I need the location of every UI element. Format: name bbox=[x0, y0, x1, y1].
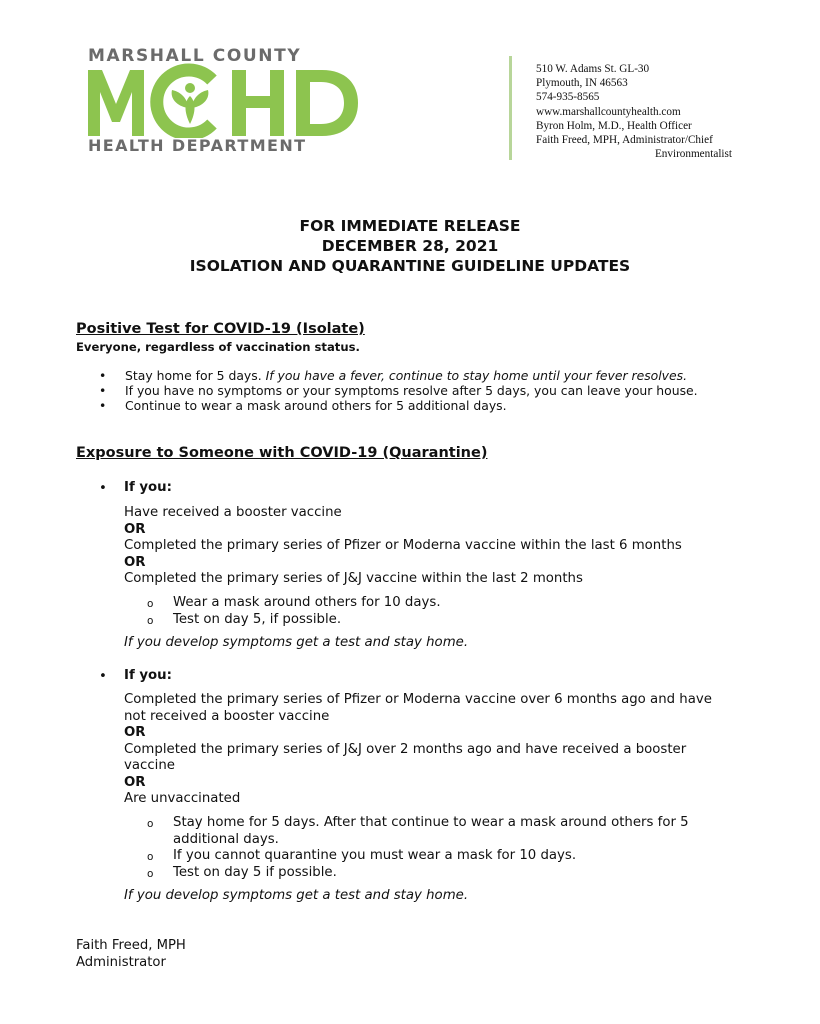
mchd-logo bbox=[84, 62, 364, 138]
signature-name: Faith Freed, MPH bbox=[76, 938, 186, 953]
list-item: • If you have no symptoms or your symptoms resolve after 5 days, you can leave your house. bbox=[76, 383, 698, 398]
group1-sublist bbox=[124, 595, 724, 628]
release-title bbox=[0, 216, 820, 276]
group2-sublist bbox=[124, 815, 724, 881]
group1-line1: Have received a booster vaccine bbox=[124, 505, 342, 520]
group2-conditions bbox=[124, 692, 734, 808]
administrator-title-cont: Environmentalist bbox=[654, 148, 732, 161]
group2-or2: OR bbox=[124, 774, 146, 790]
list-item: o Test on day 5 if possible. bbox=[124, 865, 724, 882]
bullet-icon: • bbox=[99, 481, 107, 496]
release-line-1: FOR IMMEDIATE RELEASE bbox=[299, 217, 521, 235]
group1-note: If you develop symptoms get a test and stay home. bbox=[124, 635, 469, 650]
group1-line2: Completed the primary series of Pfizer or Moderna vaccine within the last 6 months bbox=[124, 538, 682, 553]
group2-or1: OR bbox=[124, 725, 146, 740]
administrator: Faith Freed, MPH, Administrator/Chief bbox=[536, 134, 713, 147]
list-item: o Wear a mask around others for 10 days. bbox=[124, 595, 724, 612]
exposure-heading: Exposure to Someone with COVID-19 (Quarantine) bbox=[76, 445, 488, 461]
list-item: • Stay home for 5 days. If you have a fever, continue to stay home until your fever resolves. bbox=[76, 368, 698, 383]
header-divider bbox=[509, 56, 512, 160]
group2-line1: Completed the primary series of Pfizer or Moderna vaccine over 6 months ago and have not received a booster vaccine bbox=[124, 692, 712, 724]
positive-heading: Positive Test for COVID-19 (Isolate) bbox=[76, 321, 365, 337]
positive-list bbox=[76, 368, 698, 413]
group1-or2: OR bbox=[124, 554, 146, 570]
group1-line3: Completed the primary series of J&J vaccine within the last 2 months bbox=[124, 571, 583, 586]
logo-county-text: MARSHALL COUNTY bbox=[88, 46, 302, 66]
group1-conditions bbox=[124, 505, 744, 588]
release-line-3: ISOLATION AND QUARANTINE GUIDELINE UPDATES bbox=[189, 257, 631, 275]
group2-note: If you develop symptoms get a test and stay home. bbox=[124, 888, 469, 903]
group1-or1: OR bbox=[124, 521, 146, 537]
health-officer: Byron Holm, M.D., Health Officer bbox=[536, 119, 692, 132]
list-item: • Continue to wear a mask around others for 5 additional days. bbox=[76, 398, 698, 413]
bullet-icon: • bbox=[99, 669, 107, 684]
group2-line3: Are unvaccinated bbox=[124, 791, 241, 806]
list-item: o If you cannot quarantine you must wear a mask for 10 days. bbox=[124, 848, 724, 865]
address-phone: 574-935-8565 bbox=[536, 91, 600, 104]
contact-block bbox=[536, 62, 732, 161]
address-website: www.marshallcountyhealth.com bbox=[536, 105, 681, 118]
group1-if-you: If you: bbox=[124, 480, 172, 495]
address-city: Plymouth, IN 46563 bbox=[536, 77, 628, 90]
group2-if-you: If you: bbox=[124, 668, 172, 683]
signature-title: Administrator bbox=[76, 954, 166, 970]
positive-subheading: Everyone, regardless of vaccination status. bbox=[76, 340, 360, 354]
logo-department-text: HEALTH DEPARTMENT bbox=[88, 136, 307, 155]
list-item: o Stay home for 5 days. After that continue to wear a mask around others for 5 additional days. bbox=[124, 815, 724, 848]
list-item: o Test on day 5, if possible. bbox=[124, 612, 724, 629]
group2-line2: Completed the primary series of J&J over 2 months ago and have received a booster vaccine bbox=[124, 741, 687, 773]
signature-block bbox=[76, 938, 186, 971]
address-street: 510 W. Adams St. GL-30 bbox=[536, 63, 650, 75]
release-line-2: DECEMBER 28, 2021 bbox=[321, 237, 499, 255]
